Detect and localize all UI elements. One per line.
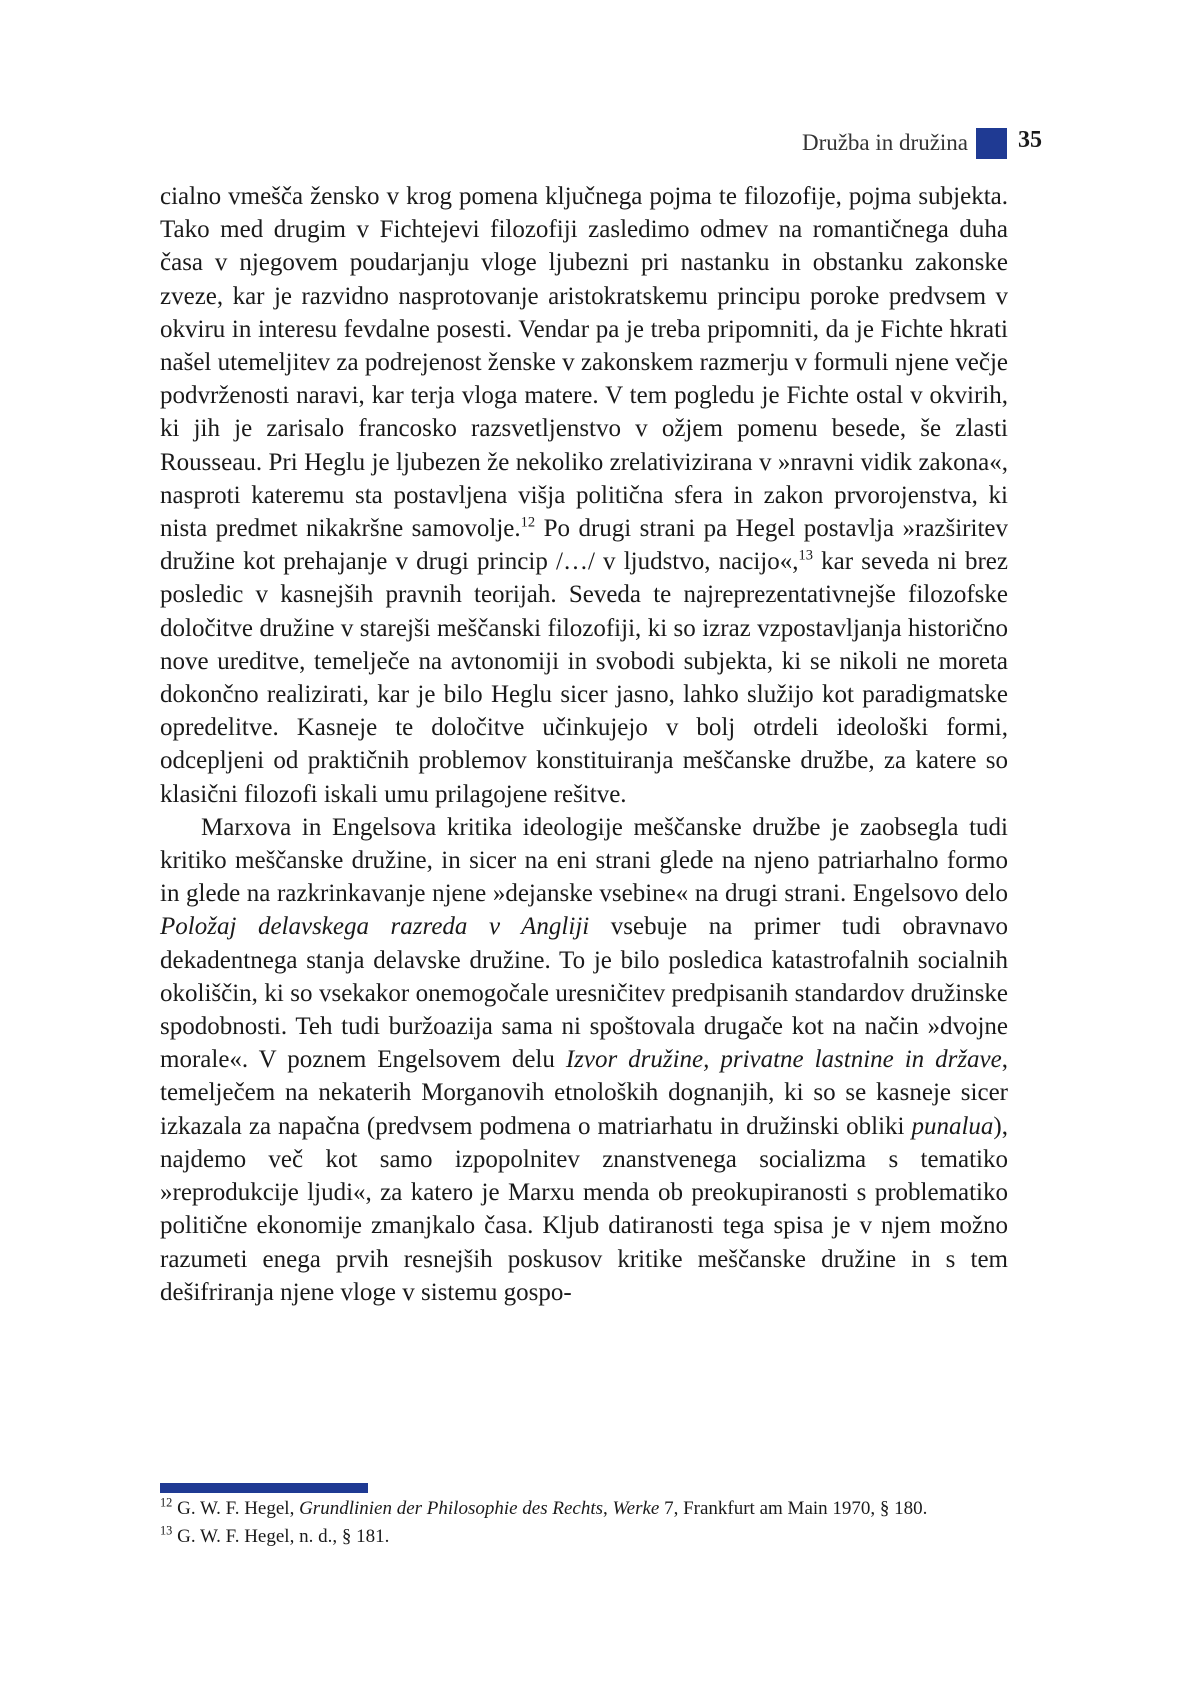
page-number: 35 xyxy=(1018,127,1042,153)
footnote xyxy=(160,1523,1020,1551)
italic-title: Izvor družine, privatne lastnine in države xyxy=(565,1046,1002,1074)
footnote xyxy=(160,1495,1020,1523)
text-run: ), najdemo več kot samo izpopolnitev znanstvenega socializma s tematiko »reprodukcije ljudi«, za katero je Marxu menda ob preokupiranosti s problematiko politične ekonomije zmanjkalo časa. Kljub datiranosti tega spisa je v njem možno razumeti enega prvih resnejših poskusov kritike meščanske družine in s tem dešifriranja njene vloge v sistemu gospo- xyxy=(160,1112,1008,1306)
text-run: , xyxy=(603,1498,613,1519)
footnote-ref: 13 xyxy=(160,1523,173,1538)
text-run: G. W. F. Hegel, xyxy=(172,1498,300,1519)
text-run: kar seveda ni brez posledic v kasnejših pravnih teorijah. Seveda te najreprezentativnejše filozofske določitve družine v starejši meščanski filozofiji, ki so izraz vzpostavljanja historično nove ureditve, temelječe na avtonomiji in svobodi subjekta, ki se nikoli ne moreta dokončno realizirati, kar je bilo Heglu sicer jasno, lahko služijo kot paradigmatske opredelitve. Kasneje te določitve učinkujejo v bolj otrdeli ideološki formi, odcepljeni od praktičnih problemov konstituiranja meščanske družbe, za katere so klasični filozofi iskali umu prilagojene rešitve. xyxy=(160,548,1009,808)
italic-title: Werke xyxy=(612,1498,660,1519)
paragraph xyxy=(160,811,1008,1309)
italic-title: Grundlinien der Philosophie des Rechts xyxy=(299,1498,604,1519)
footnote-ref: 13 xyxy=(798,547,813,564)
text-run: 7, Frankfurt am Main 1970, § 180. xyxy=(659,1498,928,1519)
footnotes xyxy=(160,1495,1020,1551)
text-run: cialno vmešča žensko v krog pomena ključnega pojma te filozofije, pojma subjekta. Tako med drugim v Fichtejevi filozofiji zasledimo odmev na romantičnega duha časa v njegovem poudarjanju vloge ljubezni pri nastanku in obstanku zakonske zveze, kar je razvidno nasprotovanje aristokratskemu principu poroke predvsem v okviru in interesu fevdalne posesti. Vendar pa je treba pripomniti, da je Fichte hkrati našel utemeljitev za podrejenost ženske v zakonskem razmerju v formuli njene večje podvrženosti naravi, kar terja vloga matere. V tem pogledu je Fichte ostal v okvirih, ki jih je zarisalo francosko razsvetljenstvo v ožjem pomenu besede, še zlasti Rousseau. Pri Heglu je ljubezen že nekoliko zrelativizirana v »nravni vidik zakona«, nasproti kateremu sta postavljena višja politična sfera in zakon prvorojenstva, ki nista predmet nikakršne samovolje. xyxy=(160,183,1008,543)
paragraph xyxy=(160,180,1008,811)
footnote-rule xyxy=(160,1483,368,1493)
body-text xyxy=(160,180,1008,1309)
text-run: Po drugi strani pa Hegel postavlja »razširitev družine kot prehajanje v drugi princip /…/ v ljudstvo, nacijo«, xyxy=(160,515,1008,576)
footnote-ref: 12 xyxy=(520,514,536,531)
running-header xyxy=(802,126,1007,160)
text-run: vsebuje na primer tudi obravnavo dekadentnega stanja delavske družine. To je bilo posledica katastrofalnih socialnih okoliščin, ki so vsekakor onemogočale uresničitev predpisanih standardov družinske spodobnosti. Teh tudi buržoazija sama ni spoštovala drugače kot na način »dvojne morale«. V poznem Engelsovem delu xyxy=(160,913,1008,1074)
footnote-ref: 12 xyxy=(160,1495,173,1510)
header-square-marker xyxy=(976,128,1007,159)
running-title: Družba in družina xyxy=(801,130,968,155)
text-run: G. W. F. Hegel, n. d., § 181. xyxy=(172,1526,390,1547)
italic-title: Položaj delavskega razreda v Angliji xyxy=(160,913,590,941)
text-run: , temelječem na nekaterih Morganovih etnoloških dognanjih, ki so se kasneje sicer izkazala za napačna (predvsem podmena o matriarhatu in družinski obliki xyxy=(160,1046,1008,1140)
text-run: Marxova in Engelsova kritika ideologije meščanske družbe je zaobsegla tudi kritiko meščanske družine, in sicer na eni strani glede na njeno patriarhalno formo in glede na razkrinkavanje njene »dejanske vsebine« na drugi strani. Engelsovo delo xyxy=(160,813,1008,908)
italic-title: punalua xyxy=(911,1112,994,1140)
